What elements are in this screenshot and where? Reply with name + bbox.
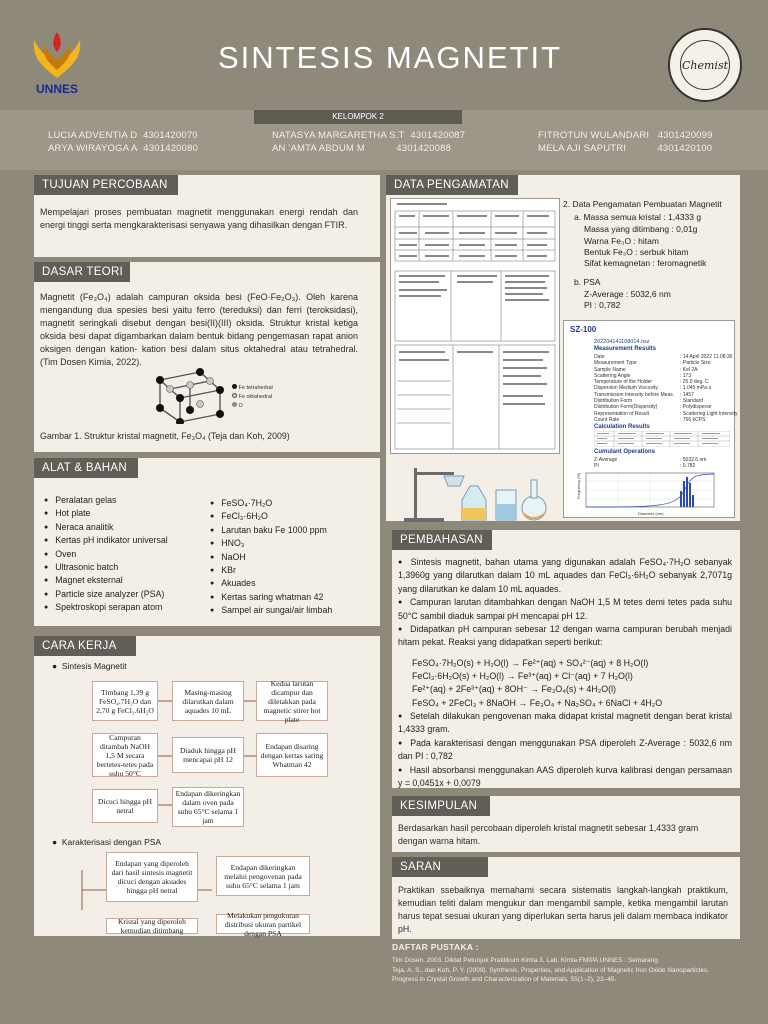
reaction: FeCl₃·6H₂O(s) + H₂O(l) → Fe³⁺(aq) + Cl⁻(aq) + 7 H₂O(l) bbox=[412, 671, 633, 682]
sz100-report bbox=[563, 320, 738, 518]
list-item: ● Particle size analyzer (PSA) bbox=[44, 588, 168, 601]
dasar-text: Magnetit (Fe₃O₄) adalah campuran oksida besi (FeO·Fe₂O₃). Oleh karena mengandung dua spesies besi yaitu ferro (tereduksi) dan ferri (teroksidasi), magnetit seringkali disebut dengan besi(II)(III) oksida. Struktur kristal ketiga oksida besi dapat digambarkan dalam bentuk bidang pengemasan rapat anion oksigen dengan kation- kation besi dalam situs oktahedral atau tetrahedral. (Tim Dosen Kimia, 2022). bbox=[40, 292, 358, 367]
sz-title: SZ-100 bbox=[570, 325, 597, 334]
list-item: ● Hasil absorbansi menggunakan AAS diperoleh kurva kalibrasi dengan persamaan y = 0,0451x + 0,0079 bbox=[398, 764, 732, 791]
pembahasan-list-2 bbox=[398, 710, 732, 790]
list-item: ● Spektroskopi serapan atom bbox=[44, 601, 168, 614]
flow-box: Kristal yang diperoleh kemudian ditimbang bbox=[106, 918, 198, 934]
list-item: ● Magnet eksternal bbox=[44, 574, 168, 587]
list-item: ● Kertas pH indikator universal bbox=[44, 534, 168, 547]
tujuan-heading: TUJUAN PERCOBAAN bbox=[34, 175, 178, 195]
psa-distribution-chart bbox=[568, 471, 734, 517]
pembahasan-heading: PEMBAHASAN bbox=[392, 530, 492, 550]
member-name: MELA AJI SAPUTRI 4301420100 bbox=[538, 143, 713, 154]
kesimpulan-text: Berdasarkan hasil percobaan diperoleh kristal magnetit sebesar 1,4333 gram dengan warna hitam. bbox=[398, 823, 699, 846]
sz-pi: PI : 0.782 bbox=[594, 463, 696, 469]
crystal-structure-figure bbox=[150, 368, 230, 424]
cara-sub2: ● Karakterisasi dengan PSA bbox=[52, 837, 162, 847]
list-item: ● KBr bbox=[210, 564, 332, 577]
list-item: ● Akuades bbox=[210, 577, 332, 590]
data-heading: DATA PENGAMATAN bbox=[386, 175, 518, 195]
list-item: ● Campuran larutan ditambahkan dengan NaOH 1,5 M tetes demi tetes pada suhu 50°C sambil diaduk sampai pH mencapai pH 12. bbox=[398, 596, 732, 623]
member-name: NATASYA MARGARETHA S.T 4301420087 bbox=[272, 130, 466, 141]
flow-box: Endapan dikeringkan melalui pengovenan pada suhu 65°C selama 1 jam bbox=[216, 856, 310, 896]
list-item: ● Oven bbox=[44, 548, 168, 561]
list-item: ● Neraca analitik bbox=[44, 521, 168, 534]
data-b-label: b. PSA bbox=[574, 277, 601, 287]
data-a-line: Warna Fe₃O : hitam bbox=[584, 236, 659, 246]
sz-calc: Calculation Results bbox=[594, 424, 650, 430]
member-name: ARYA WIRAYOGA A 4301420080 bbox=[48, 143, 199, 154]
bahan-list bbox=[210, 497, 332, 618]
pembahasan-list bbox=[398, 556, 732, 650]
flow-box: Diaduk hingga pH mencapai pH 12 bbox=[172, 737, 244, 773]
cara-sub1: ● Sintesis Magnetit bbox=[52, 661, 127, 671]
sz-file: 20220414110801​4.nsz bbox=[594, 339, 650, 345]
data-a-line: Bentuk Fe₃O : serbuk hitam bbox=[584, 247, 689, 257]
list-item: ● FeCl₃·6H₂O bbox=[210, 510, 332, 523]
lab-report-thumbnail bbox=[390, 198, 560, 454]
list-item: ● Hot plate bbox=[44, 507, 168, 520]
group-label: KELOMPOK 2 bbox=[254, 110, 462, 124]
flow-box: Dicuci hingga pH netral bbox=[92, 789, 158, 823]
member-name: LUCIA ADVENTIA D 4301420070 bbox=[48, 130, 198, 141]
list-item: ● Sintesis magnetit, bahan utama yang digunakan adalah FeSO₄·7H₂O sebanyak 1,3960g yang dilarutkan dalam 10 mL aquades dan FeCl₃·6H₂O sebanyak 2,7071g yang dilarutkan ke dalam 10 mL aquades. bbox=[398, 556, 732, 596]
chart-ylabel-left: Frequency (%) bbox=[576, 472, 581, 499]
crystal-legend: Fe tetrahedral Fe oktahedral O bbox=[232, 384, 273, 411]
list-item: ● Kertas saring whatman 42 bbox=[210, 591, 332, 604]
saran-heading: SARAN bbox=[392, 857, 488, 877]
alat-heading: ALAT & BAHAN bbox=[34, 458, 138, 478]
list-item: ● Larutan baku Fe 1000 ppm bbox=[210, 524, 332, 537]
flow-box: Endapan disaring dengan kertas saring Whatman 42 bbox=[256, 733, 328, 777]
list-item: ● Didapatkan pH campuran sebesar 12 dengan warna campuran berubah menjadi hitam pekat. Reaksi yang didapatkan seperti berikut: bbox=[398, 623, 732, 650]
reaction: FeSO₄ + 2FeCl₃ + 8NaOH → Fe₃O₄ + Na₂SO₄ + 6NaCl + 4H₂O bbox=[412, 697, 663, 708]
data-a-label: a. Massa semua kristal : 1,4333 g bbox=[574, 212, 702, 222]
member-name: AN 'AMTA ABDUM M 4301420088 bbox=[272, 143, 452, 154]
page-title: SINTESIS MAGNETIT bbox=[217, 40, 563, 75]
reaction-list bbox=[412, 657, 662, 710]
list-item: ● Ultrasonic batch bbox=[44, 561, 168, 574]
flow-box: Campuran ditambah NaOH 1,5 M secara bertetes-tetes pada suhu 50°C bbox=[92, 733, 158, 777]
glassware-illustration bbox=[404, 458, 554, 522]
sz-results: Measurement Results bbox=[594, 346, 657, 352]
data-a-line: Massa yang ditimbang : 0,01g bbox=[584, 224, 698, 234]
dasar-heading: DASAR TEORI bbox=[34, 262, 130, 282]
flow-box: Melakukan pengukuran distribusi ukuran partikel dengan PSA bbox=[216, 914, 310, 934]
daftar-heading: DAFTAR PUSTAKA : bbox=[392, 942, 479, 952]
sz-calc-table bbox=[594, 431, 730, 447]
flow-box: Timbang 1,39 g FeSO₄.7H₂O dan 2,70 g FeCl₃.6H₂O bbox=[92, 681, 158, 721]
flow-box: Masing-masing dilarutkan dalam aquades 10 mL bbox=[172, 681, 244, 721]
data-item2-title: 2. Data Pengamatan Pembuatan Magnetit bbox=[563, 199, 722, 209]
list-item: ● Peralatan gelas bbox=[44, 494, 168, 507]
sz-table: Date : 14 April 2022 11:08:30 Measurement Type : Particle Size Sample Name : Kel 2A Scattering Angle : 173 Temperature of the Holder : 25.0 deg. C Dispersion Medium Viscosity : 1.045 mPa·s Transmission Intensity before Meas. : 1457 Distribution Form : Standard Distribution Form(Dispersity) : Polydisperse Representation of Result : Scattering Light Intensity Count Rate : 766 kCPS bbox=[594, 354, 738, 423]
figure-caption: Gambar 1. Struktur kristal magnetit, Fe₃O₄ (Teja dan Koh, 2009) bbox=[40, 431, 290, 441]
flow-box: Endapan yang diperoleh dari hasil sintesis magnetit dicuci dengan akuades hingga pH netral bbox=[106, 852, 198, 902]
saran-text: Praktikan ssebaiknya memahami secara sistematis langkah-langkah praktikum, kemudian teliti dalam mengukur dan mengambil sample, ketika mengambil larutan harus tepat sesuai ukuran yang diperlukan serta harus jeli dalam membaca indikator pH. bbox=[398, 885, 728, 934]
sz-cum: Cumulant Operations bbox=[594, 449, 656, 455]
cara-heading: CARA KERJA bbox=[34, 636, 136, 656]
list-item: ● Sampel air sungai/air limbah bbox=[210, 604, 332, 617]
alat-list bbox=[44, 494, 168, 615]
daftar-ref: Teja, A. S., dan Koh, P. Y. (2009). Synthesis, Properties, and Application of Magnetic Iron Oxide Nanoparticles. Progress in Crystal Growth and Characterization of Materials, 55(1–2), 22–45. bbox=[392, 967, 709, 984]
reaction: FeSO₄·7H₂O(s) + H₂O(l) → Fe²⁺(aq) + SO₄²⁻(aq) + 8 H₂O(l) bbox=[412, 658, 649, 668]
unnes-logo bbox=[22, 26, 92, 100]
list-item: ● Setelah dilakukan pengovenan maka didapat kristal magnetit dengan berat kristal 1,4333 gram. bbox=[398, 710, 732, 737]
reaction: Fe²⁺(aq) + 2Fe³⁺(aq) + 8OH⁻ → Fe₃O₄(s) + 4H₂O(l) bbox=[412, 684, 616, 695]
data-b-line: PI : 0,782 bbox=[584, 300, 621, 310]
chemist-logo bbox=[668, 28, 742, 102]
list-item: ● HNO₃ bbox=[210, 537, 332, 550]
kesimpulan-heading: KESIMPULAN bbox=[392, 796, 490, 816]
data-a-line: Sifat kemagnetan : feromagnetik bbox=[584, 258, 707, 268]
unnes-logo-text: UNNES bbox=[35, 82, 78, 96]
list-item: ● FeSO₄·7H₂O bbox=[210, 497, 332, 510]
list-item: ● NaOH bbox=[210, 551, 332, 564]
chart-xlabel: Diameter (nm) bbox=[638, 511, 664, 516]
sz-zavg: Z-Average : 5032.6 nm bbox=[594, 457, 707, 463]
daftar-ref: Tim Dosen. 2003. Diktat Petunjuk Praktikum Kimia 3. Lab. Kimia FMIPA UNNES : Semarang bbox=[392, 957, 658, 964]
data-b-line: Z-Average : 5032,6 nm bbox=[584, 289, 671, 299]
list-item: ● Pada karakterisasi dengan menggunakan PSA diperoleh Z-Average : 5032,6 nm dan PI : 0,782 bbox=[398, 737, 732, 764]
chemist-logo-text: Chemist bbox=[680, 40, 730, 90]
flow-box: Kedua larutan dicampur dan diletakkan pada magnetic stirer hot plate bbox=[256, 681, 328, 721]
flow-box: Endapan dikeringkan dalam oven pada suhu 65°C selama 1 jam bbox=[172, 787, 244, 827]
member-name: FITROTUN WULANDARI 4301420099 bbox=[538, 130, 713, 141]
tujuan-text: Mempelajari proses pembuatan magnetit menggunakan energi rendah dan energi tinggi serta mengkarakterisasi senyawa yang dihasilkan dengan FTIR. bbox=[40, 207, 358, 230]
